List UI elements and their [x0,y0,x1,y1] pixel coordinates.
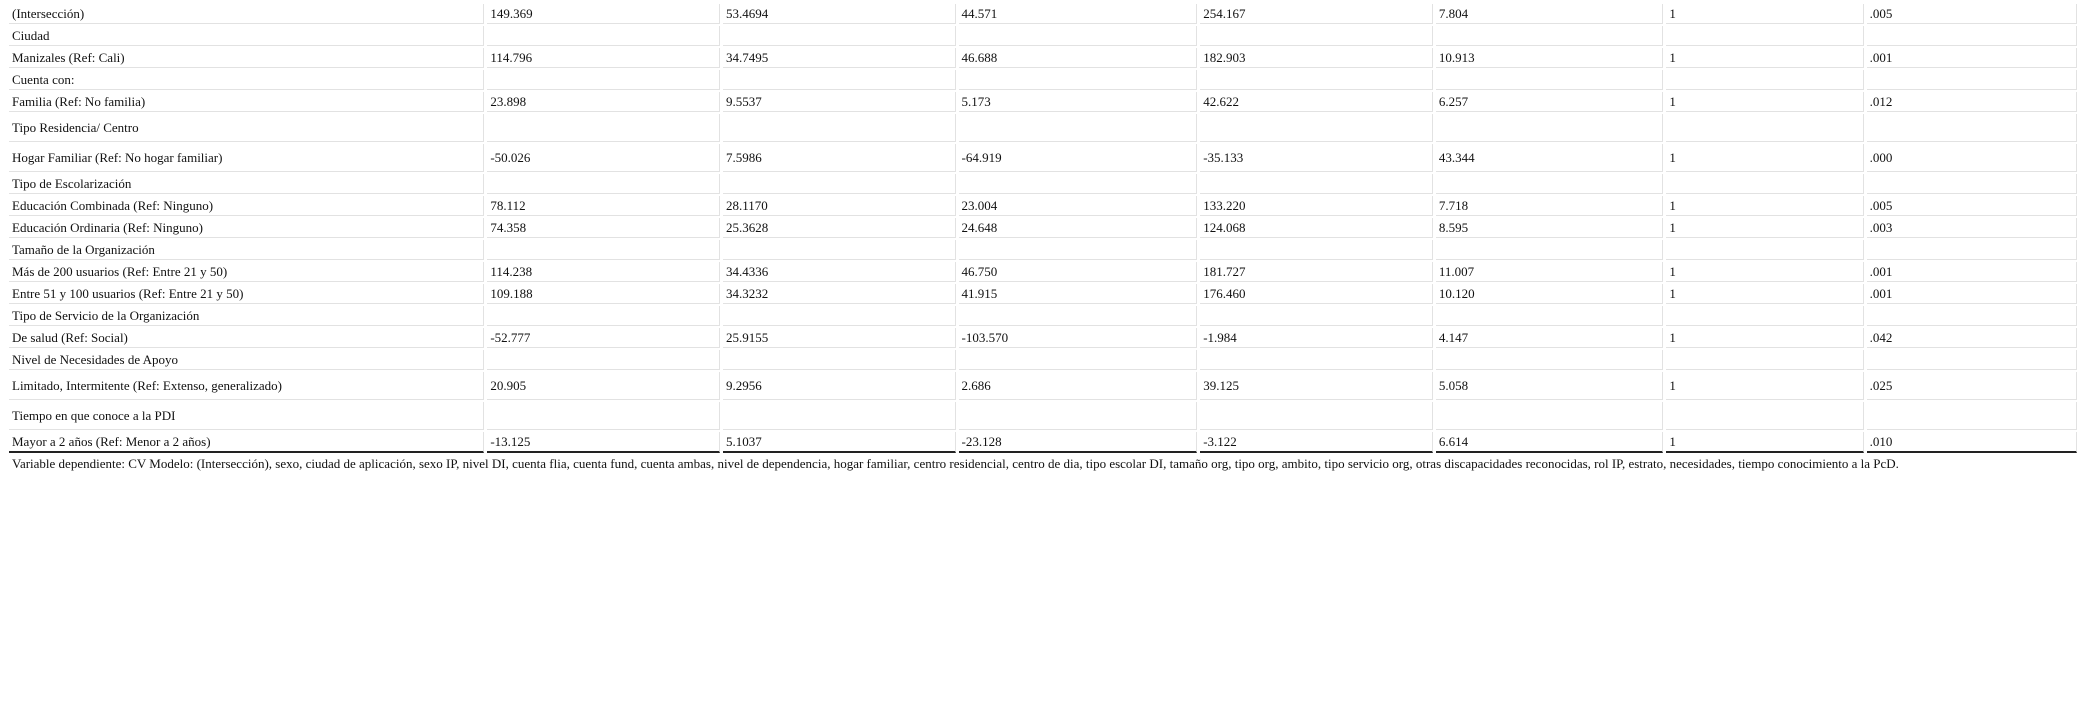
ci-lower-cell [959,26,1198,46]
std-error-cell: 25.3628 [723,218,956,238]
ci-upper-cell [1200,174,1433,194]
wald-cell: 6.257 [1436,92,1664,112]
table-row [9,350,2077,370]
row-label: Educación Combinada (Ref: Ninguno) [9,196,484,216]
ci-lower-cell [959,174,1198,194]
df-cell: 1 [1666,48,1863,68]
ci-upper-cell: 124.068 [1200,218,1433,238]
row-label: Familia (Ref: No familia) [9,92,484,112]
df-cell: 1 [1666,262,1863,282]
table-row [9,402,2077,430]
df-cell [1666,402,1863,430]
row-label: Cuenta con: [9,70,484,90]
row-label: Ciudad [9,26,484,46]
ci-lower-cell: -23.128 [959,432,1198,453]
row-label: Tiempo en que conoce a la PDI [9,402,484,430]
row-label: Tipo de Escolarización [9,174,484,194]
std-error-cell: 53.4694 [723,4,956,24]
coefficient-cell: 78.112 [487,196,720,216]
significance-cell: .000 [1867,144,2077,172]
table-footnote: Variable dependiente: CV Modelo: (Intersección), sexo, ciudad de aplicación, sexo IP, nivel DI, cuenta flia, cuenta fund, cuenta ambas, nivel de dependencia, hogar familiar, centro residencial, centro de dia, tipo escolar DI, tamaño org, tipo org, ambito, tipo servicio org, otras discapacidades reconocidas, rol IP, estrato, necesidades, tiempo conocimiento a la PcD. [12,456,1899,471]
coefficient-cell [487,114,720,142]
row-label: Tipo de Servicio de la Organización [9,306,484,326]
ci-upper-cell [1200,70,1433,90]
wald-cell: 5.058 [1436,372,1664,400]
coefficient-cell: -13.125 [487,432,720,453]
ci-upper-cell [1200,306,1433,326]
wald-cell: 7.804 [1436,4,1664,24]
significance-cell: .012 [1867,92,2077,112]
ci-lower-cell: 46.688 [959,48,1198,68]
std-error-cell [723,240,956,260]
wald-cell [1436,114,1664,142]
ci-upper-cell: -1.984 [1200,328,1433,348]
row-label: De salud (Ref: Social) [9,328,484,348]
wald-cell [1436,70,1664,90]
significance-cell [1867,306,2077,326]
ci-lower-cell: 46.750 [959,262,1198,282]
df-cell: 1 [1666,284,1863,304]
ci-lower-cell: 5.173 [959,92,1198,112]
df-cell: 1 [1666,144,1863,172]
df-cell [1666,240,1863,260]
row-label: Hogar Familiar (Ref: No hogar familiar) [9,144,484,172]
wald-cell [1436,402,1664,430]
table-row [9,328,2077,348]
std-error-cell: 28.1170 [723,196,956,216]
std-error-cell: 7.5986 [723,144,956,172]
ci-upper-cell [1200,350,1433,370]
df-cell [1666,114,1863,142]
coefficient-cell [487,402,720,430]
wald-cell: 10.913 [1436,48,1664,68]
coefficient-cell [487,70,720,90]
coefficient-cell [487,26,720,46]
table-row [9,262,2077,282]
wald-cell [1436,174,1664,194]
table-row [9,240,2077,260]
ci-lower-cell: -64.919 [959,144,1198,172]
row-label: Manizales (Ref: Cali) [9,48,484,68]
coefficient-cell: 74.358 [487,218,720,238]
ci-upper-cell [1200,240,1433,260]
table-row [9,174,2077,194]
significance-cell: .003 [1867,218,2077,238]
df-cell [1666,350,1863,370]
significance-cell: .001 [1867,262,2077,282]
wald-cell [1436,350,1664,370]
table-row [9,284,2077,304]
ci-upper-cell: 176.460 [1200,284,1433,304]
ci-upper-cell [1200,26,1433,46]
df-cell: 1 [1666,432,1863,453]
coefficient-cell: 109.188 [487,284,720,304]
df-cell: 1 [1666,372,1863,400]
significance-cell: .001 [1867,48,2077,68]
wald-cell: 10.120 [1436,284,1664,304]
wald-cell: 8.595 [1436,218,1664,238]
ci-upper-cell: -3.122 [1200,432,1433,453]
row-label: Limitado, Intermitente (Ref: Extenso, generalizado) [9,372,484,400]
coefficient-cell [487,306,720,326]
row-label: Más de 200 usuarios (Ref: Entre 21 y 50) [9,262,484,282]
std-error-cell [723,350,956,370]
significance-cell [1867,114,2077,142]
std-error-cell: 34.3232 [723,284,956,304]
ci-lower-cell: 41.915 [959,284,1198,304]
wald-cell: 7.718 [1436,196,1664,216]
df-cell: 1 [1666,4,1863,24]
ci-upper-cell: 181.727 [1200,262,1433,282]
regression-results-table [6,2,2080,475]
std-error-cell: 9.2956 [723,372,956,400]
df-cell [1666,26,1863,46]
wald-cell: 43.344 [1436,144,1664,172]
std-error-cell: 25.9155 [723,328,956,348]
table-row [9,4,2077,24]
significance-cell: .001 [1867,284,2077,304]
ci-lower-cell: -103.570 [959,328,1198,348]
std-error-cell [723,70,956,90]
significance-cell [1867,350,2077,370]
significance-cell [1867,26,2077,46]
ci-lower-cell: 2.686 [959,372,1198,400]
wald-cell: 4.147 [1436,328,1664,348]
ci-upper-cell: -35.133 [1200,144,1433,172]
ci-lower-cell [959,402,1198,430]
coefficient-cell: 149.369 [487,4,720,24]
std-error-cell [723,114,956,142]
coefficient-cell [487,174,720,194]
table-row [9,26,2077,46]
significance-cell: .005 [1867,4,2077,24]
std-error-cell: 34.4336 [723,262,956,282]
coefficient-cell: 114.796 [487,48,720,68]
ci-upper-cell: 254.167 [1200,4,1433,24]
ci-upper-cell [1200,402,1433,430]
coefficient-cell: 114.238 [487,262,720,282]
significance-cell [1867,174,2077,194]
row-label: Entre 51 y 100 usuarios (Ref: Entre 21 y 50) [9,284,484,304]
coefficient-cell [487,350,720,370]
ci-lower-cell [959,306,1198,326]
row-label: Nivel de Necesidades de Apoyo [9,350,484,370]
df-cell: 1 [1666,218,1863,238]
wald-cell [1436,240,1664,260]
significance-cell: .005 [1867,196,2077,216]
significance-cell: .042 [1867,328,2077,348]
significance-cell [1867,240,2077,260]
table-row [9,48,2077,68]
significance-cell [1867,402,2077,430]
df-cell: 1 [1666,92,1863,112]
df-cell: 1 [1666,196,1863,216]
ci-lower-cell: 23.004 [959,196,1198,216]
row-label: Tamaño de la Organización [9,240,484,260]
table-row [9,218,2077,238]
std-error-cell [723,306,956,326]
std-error-cell: 9.5537 [723,92,956,112]
significance-cell: .025 [1867,372,2077,400]
ci-upper-cell: 42.622 [1200,92,1433,112]
df-cell [1666,306,1863,326]
wald-cell [1436,26,1664,46]
df-cell [1666,70,1863,90]
row-label: Mayor a 2 años (Ref: Menor a 2 años) [9,432,484,453]
table-row [9,372,2077,400]
wald-cell: 6.614 [1436,432,1664,453]
table-row [9,432,2077,453]
coefficient-cell: -52.777 [487,328,720,348]
table-row [9,306,2077,326]
df-cell [1666,174,1863,194]
wald-cell [1436,306,1664,326]
ci-upper-cell [1200,114,1433,142]
std-error-cell [723,26,956,46]
table-row [9,144,2077,172]
row-label: Tipo Residencia/ Centro [9,114,484,142]
ci-upper-cell: 39.125 [1200,372,1433,400]
table-footnote-row [9,455,2077,473]
coefficient-cell: -50.026 [487,144,720,172]
std-error-cell: 5.1037 [723,432,956,453]
table-row [9,196,2077,216]
coefficient-cell: 20.905 [487,372,720,400]
wald-cell: 11.007 [1436,262,1664,282]
table-row [9,92,2077,112]
ci-upper-cell: 133.220 [1200,196,1433,216]
coefficient-cell: 23.898 [487,92,720,112]
std-error-cell [723,402,956,430]
ci-lower-cell: 24.648 [959,218,1198,238]
table-body [9,4,2077,453]
significance-cell [1867,70,2077,90]
coefficient-cell [487,240,720,260]
table-row [9,70,2077,90]
df-cell: 1 [1666,328,1863,348]
row-label: Educación Ordinaria (Ref: Ninguno) [9,218,484,238]
ci-lower-cell [959,114,1198,142]
ci-lower-cell [959,240,1198,260]
table-row [9,114,2077,142]
ci-lower-cell [959,70,1198,90]
std-error-cell: 34.7495 [723,48,956,68]
ci-upper-cell: 182.903 [1200,48,1433,68]
std-error-cell [723,174,956,194]
row-label: (Intersección) [9,4,484,24]
ci-lower-cell [959,350,1198,370]
ci-lower-cell: 44.571 [959,4,1198,24]
significance-cell: .010 [1867,432,2077,453]
